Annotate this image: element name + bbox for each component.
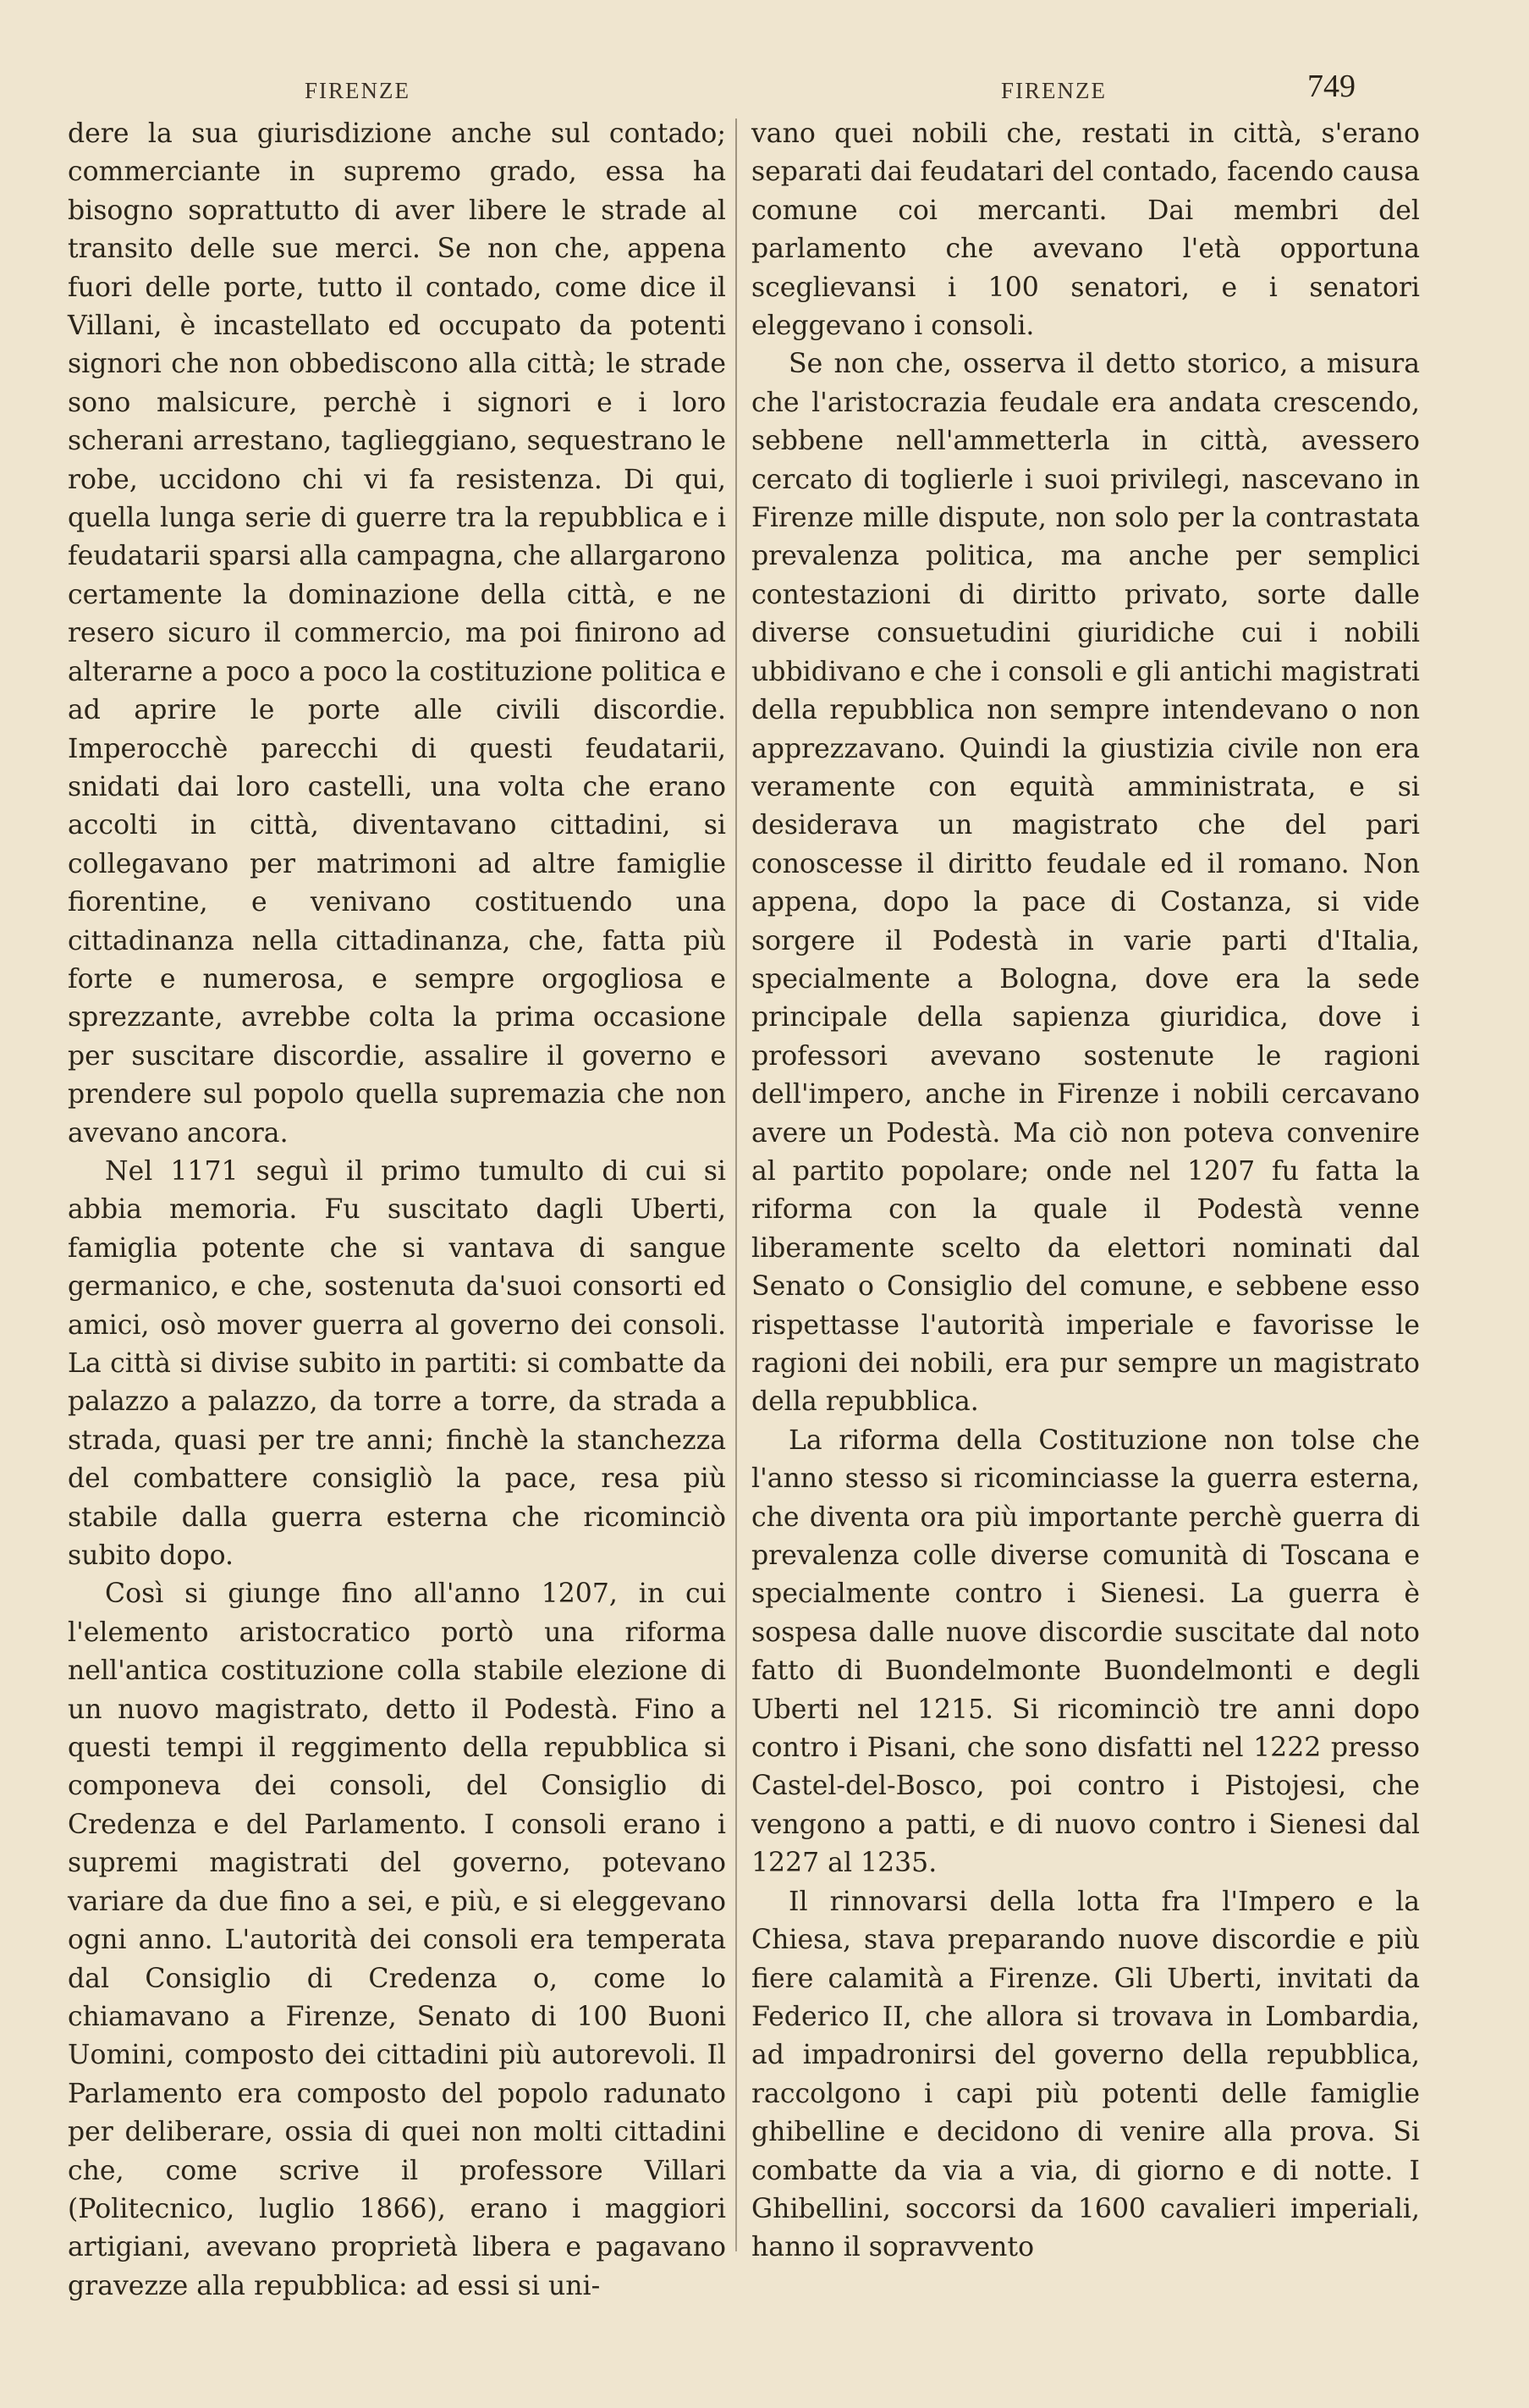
paragraph: vano quei nobili che, restati in città, s'erano separati dai feudatari del contado, facendo causa comune coi mercanti. Dai membri del parlamento che avevano l'età opportuna sceglievansi i 100 senatori, e i senatori eleggevano i consoli. [751,118,1420,342]
paragraph: dere la sua giurisdizione anche sul contado; commerciante in supremo grado, essa ha bisogno soprattutto di aver libere le strade al transito delle sue merci. Se non che, appena fuori delle porte, tutto il contado, come dice il Villani, è incastellato ed occupato da potenti signori che non obbediscono alla città; le strade sono malsicure, perchè i signori e i loro scherani arrestano, taglieggiano, sequestrano le robe, uccidono chi vi fa resistenza. Di qui, quella lunga serie di guerre tra la repubblica e i feudatarii sparsi alla campagna, che allargarono certamente la dominazione della città, e ne resero sicuro il commercio, ma poi finirono ad alterarne a poco a poco la costituzione politica e ad aprire le porte alle civili discordie. Imperocchè parecchi di questi feudatarii, snidati dai loro castelli, una volta che erano accolti in città, diventavano cittadini, si collegavano per matrimoni ad altre famiglie fiorentine, e venivano costituendo una cittadinanza nella cittadinanza, che, fatta più forte e numerosa, e sempre orgogliosa e sprezzante, avrebbe colta la prima occasione per suscitare discordie, assalire il governo e prendere sul popolo quella supremazia che non avevano ancora. [68,118,726,1149]
paragraph: Se non che, osserva il detto storico, a misura che l'aristocrazia feudale era andata crescendo, sebbene nell'ammetterla in città, avessero cercato di toglierle i suoi privilegi, nascevano in Firenze mille dispute, non solo per la contrastata prevalenza politica, ma anche per semplici contestazioni di diritto privato, sorte dalle diverse consuetudini giuridiche cui i nobili ubbidivano e che i consoli e gli antichi magistrati della repubblica non sempre intendevano o non apprezzavano. Quindi la giustizia civile non era veramente con equità amministrata, e si desiderava un magistrato che del pari conoscesse il diritto feudale ed il romano. Non appena, dopo la pace di Costanza, si vide sorgere il Podestà in varie parti d'Italia, specialmente a Bologna, dove era la sede principale della sapienza giuridica, dove i professori avevano sostenute le ragioni dell'impero, anche in Firenze i nobili cercavano avere un Podestà. Ma ciò non poteva convenire al partito popolare; onde nel 1207 fu fatta la riforma con la quale il Podestà venne liberamente scelto da elettori nominati dal Senato o Consiglio del comune, e sebbene esso rispettasse l'autorità imperiale e favorisse le ragioni dei nobili, era pur sempre un magistrato della repubblica. [751,349,1420,1418]
paragraph: La riforma della Costituzione non tolse che l'anno stesso si ricominciasse la guerra esterna, che diventa ora più importante perchè guerra di prevalenza colle diverse comunità di Toscana e specialmente contro i Sienesi. La guerra è sospesa dalle nuove discordie suscitate dal noto fatto di Buondelmonte Buondelmonti e degli Uberti nel 1215. Si ricominciò tre anni dopo contro i Pisani, che sono disfatti nel 1222 presso Castel-del-Bosco, poi contro i Pistojesi, che vengono a patti, e di nuovo contro i Sienesi dal 1227 al 1235. [751,1424,1420,1879]
left-column-text [68,115,726,2306]
paragraph: Così si giunge fino all'anno 1207, in cui l'elemento aristocratico portò una riforma nell'antica costituzione colla stabile elezione di un nuovo magistrato, detto il Podestà. Fino a questi tempi il reggimento della repubblica si componeva dei consoli, del Consiglio di Credenza e del Parlamento. I consoli erano i supremi magistrati del governo, potevano variare da due fino a sei, e più, e si eleggevano ogni anno. L'autorità dei consoli era temperata dal Consiglio di Credenza o, come lo chiamavano a Firenze, Senato di 100 Buoni Uomini, composto dei cittadini più autorevoli. Il Parlamento era composto del popolo radunato per deliberare, ossia di quei non molti cittadini che, come scrive il professore Villari (Politecnico, luglio 1866), erano i maggiori artigiani, avevano proprietà libera e pagavano gravezze alla repubblica: ad essi si uni- [68,1579,726,2301]
right-column-text [751,115,1420,2267]
right-running-head: FIRENZE [1001,78,1107,103]
left-running-head: FIRENZE [305,78,410,103]
paragraph: Il rinnovarsi della lotta fra l'Impero e la Chiesa, stava preparando nuove discordie e più fiere calamità a Firenze. Gli Uberti, invitati da Federico II, che allora si trovava in Lombardia, ad impadronirsi del governo della repubblica, raccolgono i capi più potenti delle famiglie ghibelline e decidono di venire alla prova. Si combatte da via a via, di giorno e di notte. I Ghibellini, soccorsi da 1600 cavalieri imperiali, hanno il sopravvento [751,1886,1420,2263]
paragraph: Nel 1171 seguì il primo tumulto di cui si abbia memoria. Fu suscitato dagli Uberti, famiglia potente che si vantava di sangue germanico, e che, sostenuta da'suoi consorti ed amici, osò mover guerra al governo dei consoli. La città si divise subito in partiti: si combatte da palazzo a palazzo, da torre a torre, da strada a strada, quasi per tre anni; finchè la stanchezza del combattere consigliò la pace, resa più stabile dalla guerra esterna che ricominciò subito dopo. [68,1155,726,1572]
page-number: 749 [1307,69,1356,104]
column-divider [735,118,737,2251]
